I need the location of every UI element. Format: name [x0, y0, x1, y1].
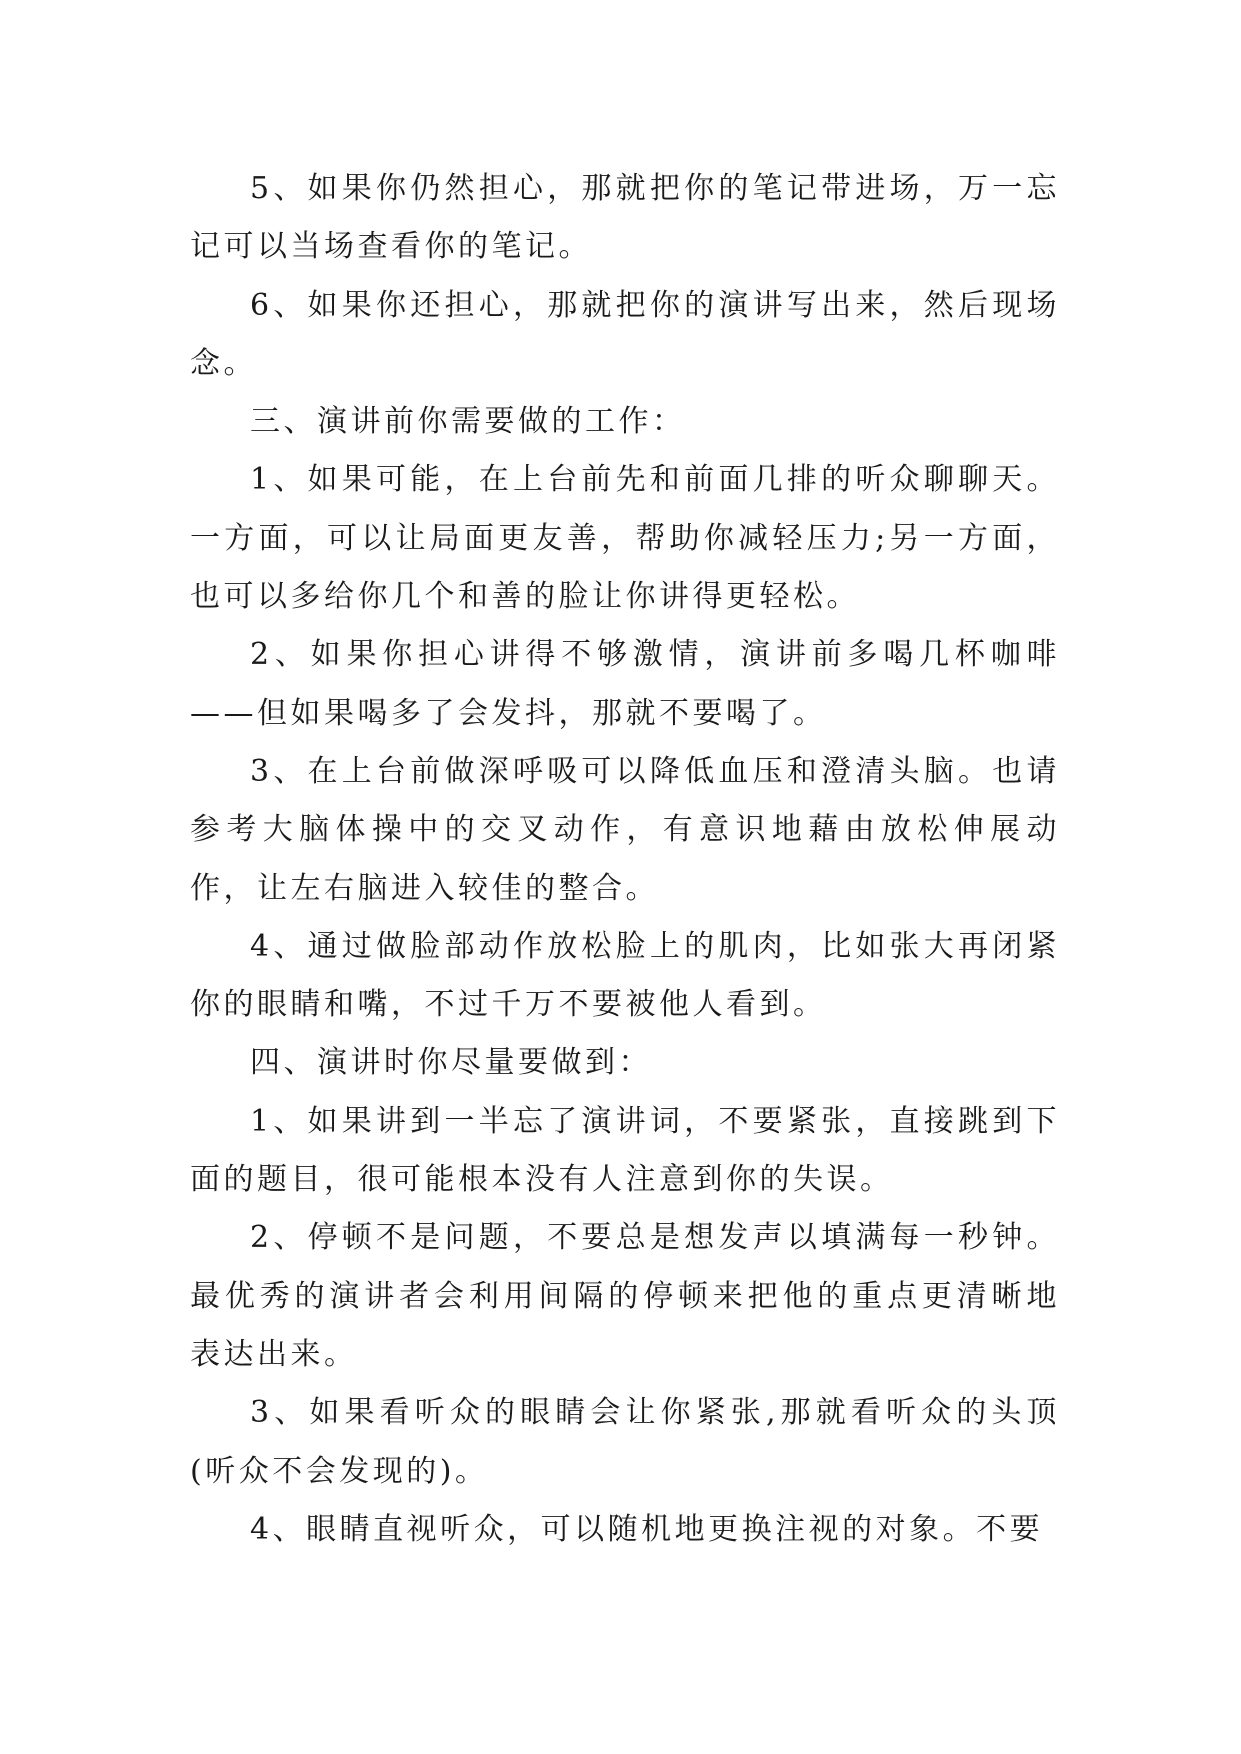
paragraph-before-2: 2、如果你担心讲得不够激情，演讲前多喝几杯咖啡——但如果喝多了会发抖，那就不要喝了。	[190, 637, 1060, 731]
paragraph-before-4: 4、通过做脸部动作放松脸上的肌肉，比如张大再闭紧你的眼睛和嘴，不过千万不要被他人看到。	[190, 928, 1060, 1023]
paragraph-5-notes: 5、如果你仍然担心，那就把你的笔记带进场，万一忘记可以当场查看你的笔记。	[190, 171, 1060, 265]
section-heading-before-speech: 三、演讲前你需要做的工作：	[250, 404, 686, 440]
paragraph-during-3: 3、如果看听众的眼睛会让你紧张,那就看听众的头顶(听众不会发现的)。	[190, 1395, 1060, 1489]
document-page	[190, 160, 1060, 1559]
section-heading-during-speech: 四、演讲时你尽量要做到：	[250, 1045, 652, 1081]
paragraph-during-4: 4、眼睛直视听众，可以随机地更换注视的对象。不要	[250, 1511, 1044, 1547]
paragraph-during-1: 1、如果讲到一半忘了演讲词，不要紧张，直接跳到下面的题目，很可能根本没有人注意到你的失误。	[190, 1103, 1060, 1198]
paragraph-before-3: 3、在上台前做深呼吸可以降低血压和澄清头脑。也请参考大脑体操中的交叉动作，有意识地藉由放松伸展动作，让左右脑进入较佳的整合。	[190, 753, 1060, 906]
paragraph-during-2: 2、停顿不是问题，不要总是想发声以填满每一秒钟。最优秀的演讲者会利用间隔的停顿来把他的重点更清晰地表达出来。	[190, 1220, 1060, 1372]
paragraph-6-write-speech: 6、如果你还担心，那就把你的演讲写出来，然后现场念。	[190, 287, 1060, 381]
paragraph-before-1: 1、如果可能，在上台前先和前面几排的听众聊聊天。一方面，可以让局面更友善，帮助你减轻压力;另一方面，也可以多给你几个和善的脸让你讲得更轻松。	[190, 462, 1060, 615]
